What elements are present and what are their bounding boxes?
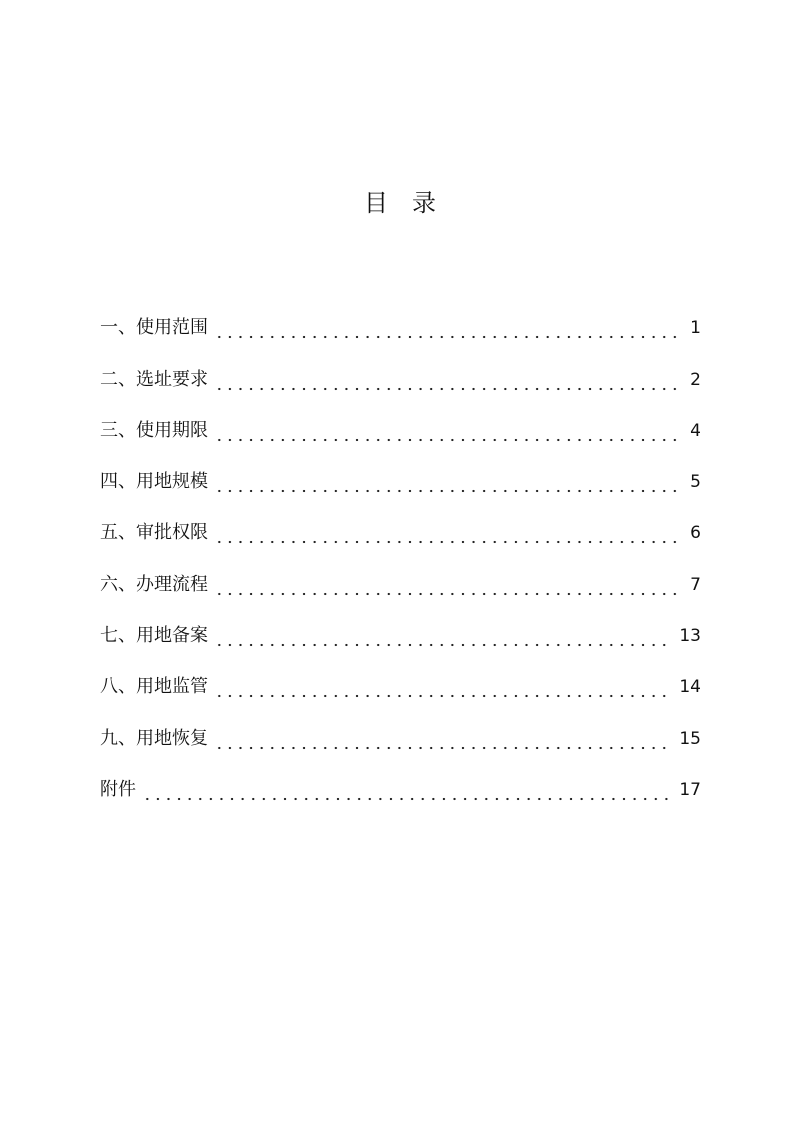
toc-entry-page: 13	[679, 626, 701, 647]
toc-entry-label: 八、用地监管	[100, 676, 208, 698]
toc-entry[interactable]	[100, 495, 701, 546]
toc-entry-label: 六、办理流程	[100, 573, 208, 595]
toc-entry[interactable]	[100, 598, 701, 649]
toc-entry-label: 二、选址要求	[100, 368, 208, 390]
dot-leader	[214, 572, 684, 598]
toc-entry-label: 附件	[100, 778, 136, 800]
toc-entry[interactable]	[100, 546, 701, 597]
table-of-contents	[100, 290, 701, 803]
dot-leader	[214, 623, 673, 649]
toc-entry-label: 七、用地备案	[100, 625, 208, 647]
toc-entry-label: 五、审批权限	[100, 522, 208, 544]
toc-entry-label: 四、用地规模	[100, 471, 208, 493]
toc-entry[interactable]	[100, 752, 701, 803]
page-title: 目录	[364, 189, 460, 217]
toc-entry-page: 6	[690, 523, 701, 544]
toc-entry-page: 1	[690, 318, 701, 339]
toc-entry-page: 17	[679, 779, 701, 800]
toc-entry-label: 三、使用期限	[100, 419, 208, 441]
dot-leader	[142, 777, 673, 803]
toc-entry[interactable]	[100, 393, 701, 444]
toc-entry-page: 14	[679, 677, 701, 698]
toc-entry-page: 7	[690, 574, 701, 595]
toc-entry-label: 九、用地恢复	[100, 727, 208, 749]
dot-leader	[214, 315, 684, 341]
dot-leader	[214, 674, 673, 700]
toc-entry-page: 4	[690, 420, 701, 441]
dot-leader	[214, 726, 673, 752]
dot-leader	[214, 418, 684, 444]
toc-entry[interactable]	[100, 290, 701, 341]
dot-leader	[214, 367, 684, 393]
toc-entry-label: 一、使用范围	[100, 317, 208, 339]
toc-entry-page: 2	[690, 369, 701, 390]
toc-entry[interactable]	[100, 700, 701, 751]
dot-leader	[214, 469, 684, 495]
toc-entry[interactable]	[100, 341, 701, 392]
dot-leader	[214, 520, 684, 546]
toc-entry[interactable]	[100, 444, 701, 495]
toc-entry[interactable]	[100, 649, 701, 700]
toc-entry-page: 5	[690, 472, 701, 493]
toc-entry-page: 15	[679, 728, 701, 749]
